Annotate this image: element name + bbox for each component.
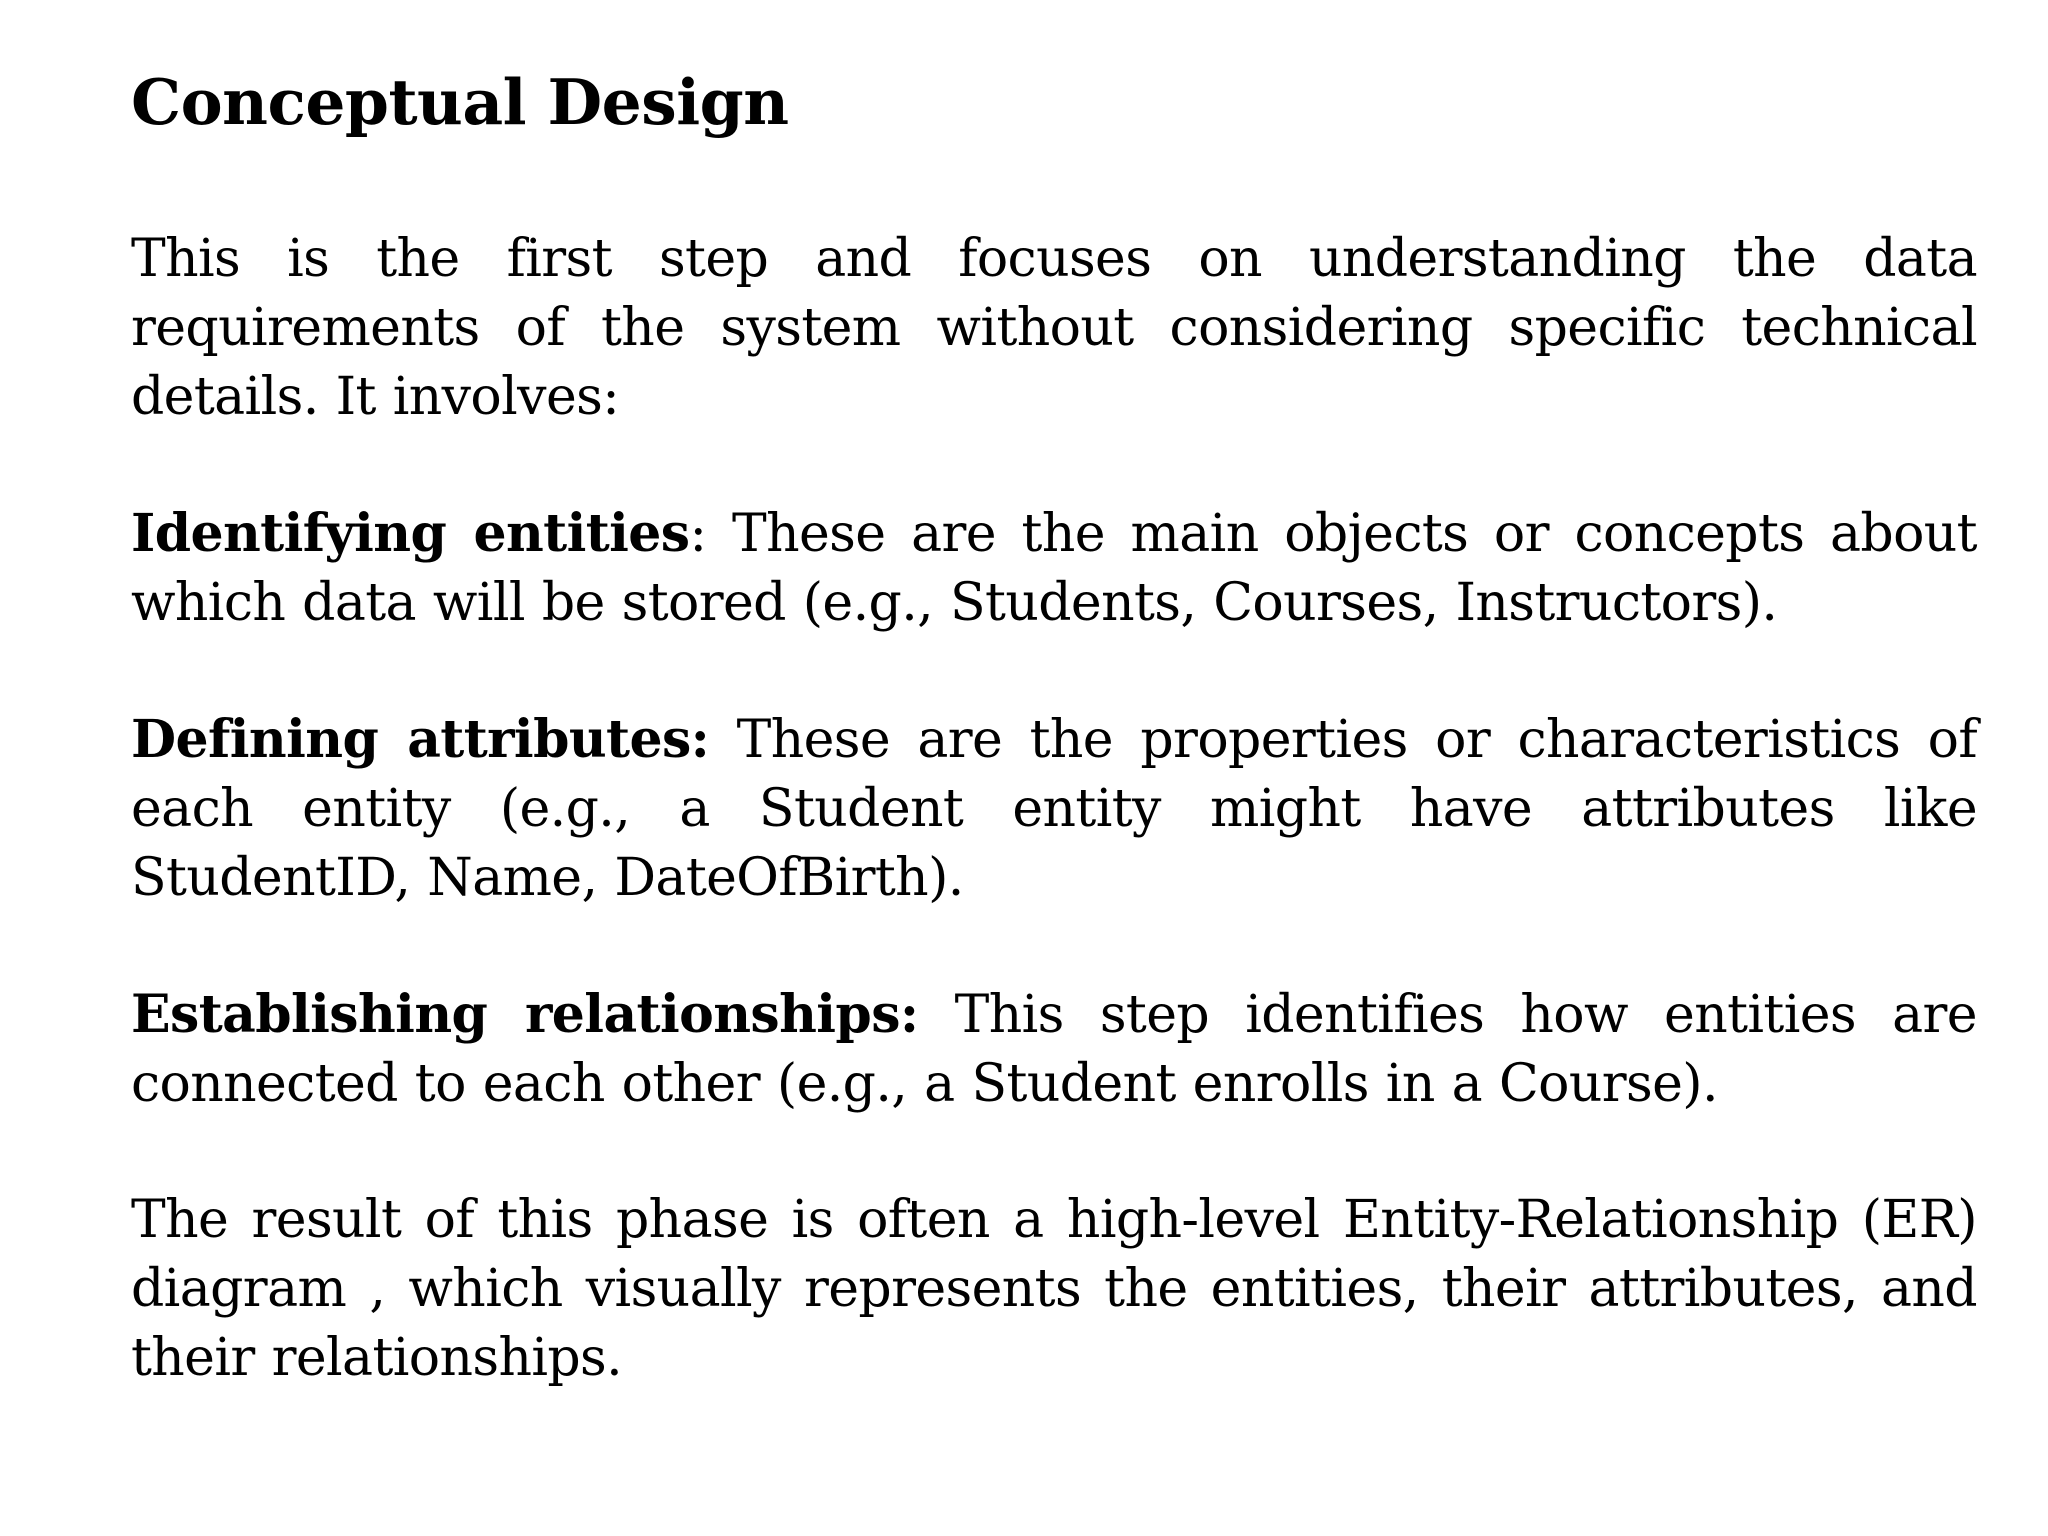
- conclusion-paragraph: The result of this phase is often a high-level Entity-Relationship (ER) diagram , which visually represents the entities, their attributes, and their relationships.: [131, 1190, 1977, 1388]
- attributes-paragraph: [131, 705, 1977, 913]
- relationships-term: Establishing relationships:: [131, 984, 919, 1045]
- entities-paragraph: [131, 499, 1977, 638]
- entities-description: These are the main objects or concepts about which data will be stored (e.g., Students, Courses, Instructors).: [131, 504, 1977, 633]
- entities-term: Identifying entities: [131, 503, 690, 564]
- relationships-paragraph: [131, 980, 1977, 1119]
- page-title: Conceptual Design: [131, 65, 789, 139]
- intro-paragraph: This is the first step and focuses on understanding the data requirements of the system without considering specific technical details. It involves:: [131, 229, 1977, 427]
- document-page: [131, 60, 1977, 1393]
- attributes-term: Defining attributes:: [131, 709, 710, 770]
- relationships-description: This step identifies how entities are connected to each other (e.g., a Student enrolls in a Course).: [131, 985, 1977, 1114]
- attributes-description: These are the properties or characteristics of each entity (e.g., a Student entity might have attributes like StudentID, Name, DateOfBirth).: [131, 710, 1977, 908]
- entities-separator: :: [689, 504, 707, 564]
